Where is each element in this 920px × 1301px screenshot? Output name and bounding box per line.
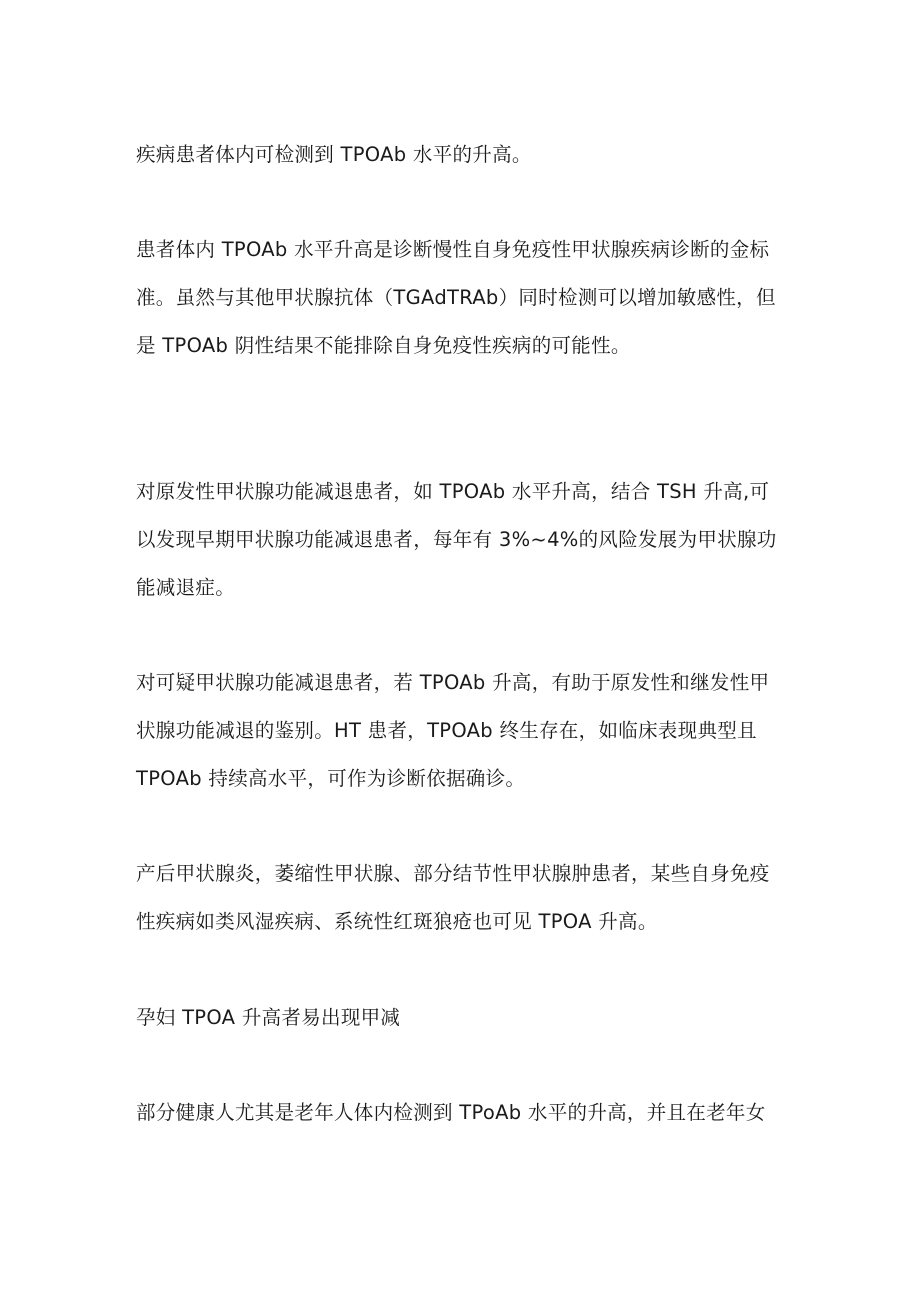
paragraph-4-line-3: TPOAb 持续高水平，可作为诊断依据确诊。	[136, 767, 526, 790]
paragraph-4-line-2: 状腺功能减退的鉴别。HT 患者，TPOAb 终生存在，如临床表现典型且	[136, 719, 757, 742]
paragraph-1-line-1: 疾病患者体内可检测到 TPOAb 水平的升高。	[136, 143, 532, 166]
paragraph-3-line-1: 对原发性甲状腺功能减退患者，如 TPOAb 水平升高，结合 TSH 升高,可	[136, 480, 770, 503]
paragraph-6-line-1: 孕妇 TPOA 升高者易出现甲减	[136, 1006, 401, 1029]
paragraph-3-line-2: 以发现早期甲状腺功能减退患者，每年有 3%~4%的风险发展为甲状腺功	[136, 528, 777, 551]
paragraph-5-line-2: 性疾病如类风湿疾病、系统性红斑狼疮也可见 TPOA 升高。	[136, 910, 658, 933]
paragraph-3-line-3: 能减退症。	[136, 576, 236, 599]
paragraph-5-line-1: 产后甲状腺炎，萎缩性甲状腺、部分结节性甲状腺肿患者，某些自身免疫	[136, 862, 770, 885]
paragraph-2-line-2: 准。虽然与其他甲状腺抗体（TGAdTRAb）同时检测可以增加敏感性，但	[136, 286, 776, 309]
paragraph-4-line-1: 对可疑甲状腺功能减退患者，若 TPOAb 升高，有助于原发性和继发性甲	[136, 671, 770, 694]
paragraph-2-line-3: 是 TPOAb 阴性结果不能排除自身免疫性疾病的可能性。	[136, 334, 631, 357]
paragraph-2-line-1: 患者体内 TPOAb 水平升高是诊断慢性自身免疫性甲状腺疾病诊断的金标	[136, 238, 770, 261]
paragraph-7-line-1: 部分健康人尤其是老年人体内检测到 TPoAb 水平的升高，并且在老年女	[136, 1101, 766, 1124]
